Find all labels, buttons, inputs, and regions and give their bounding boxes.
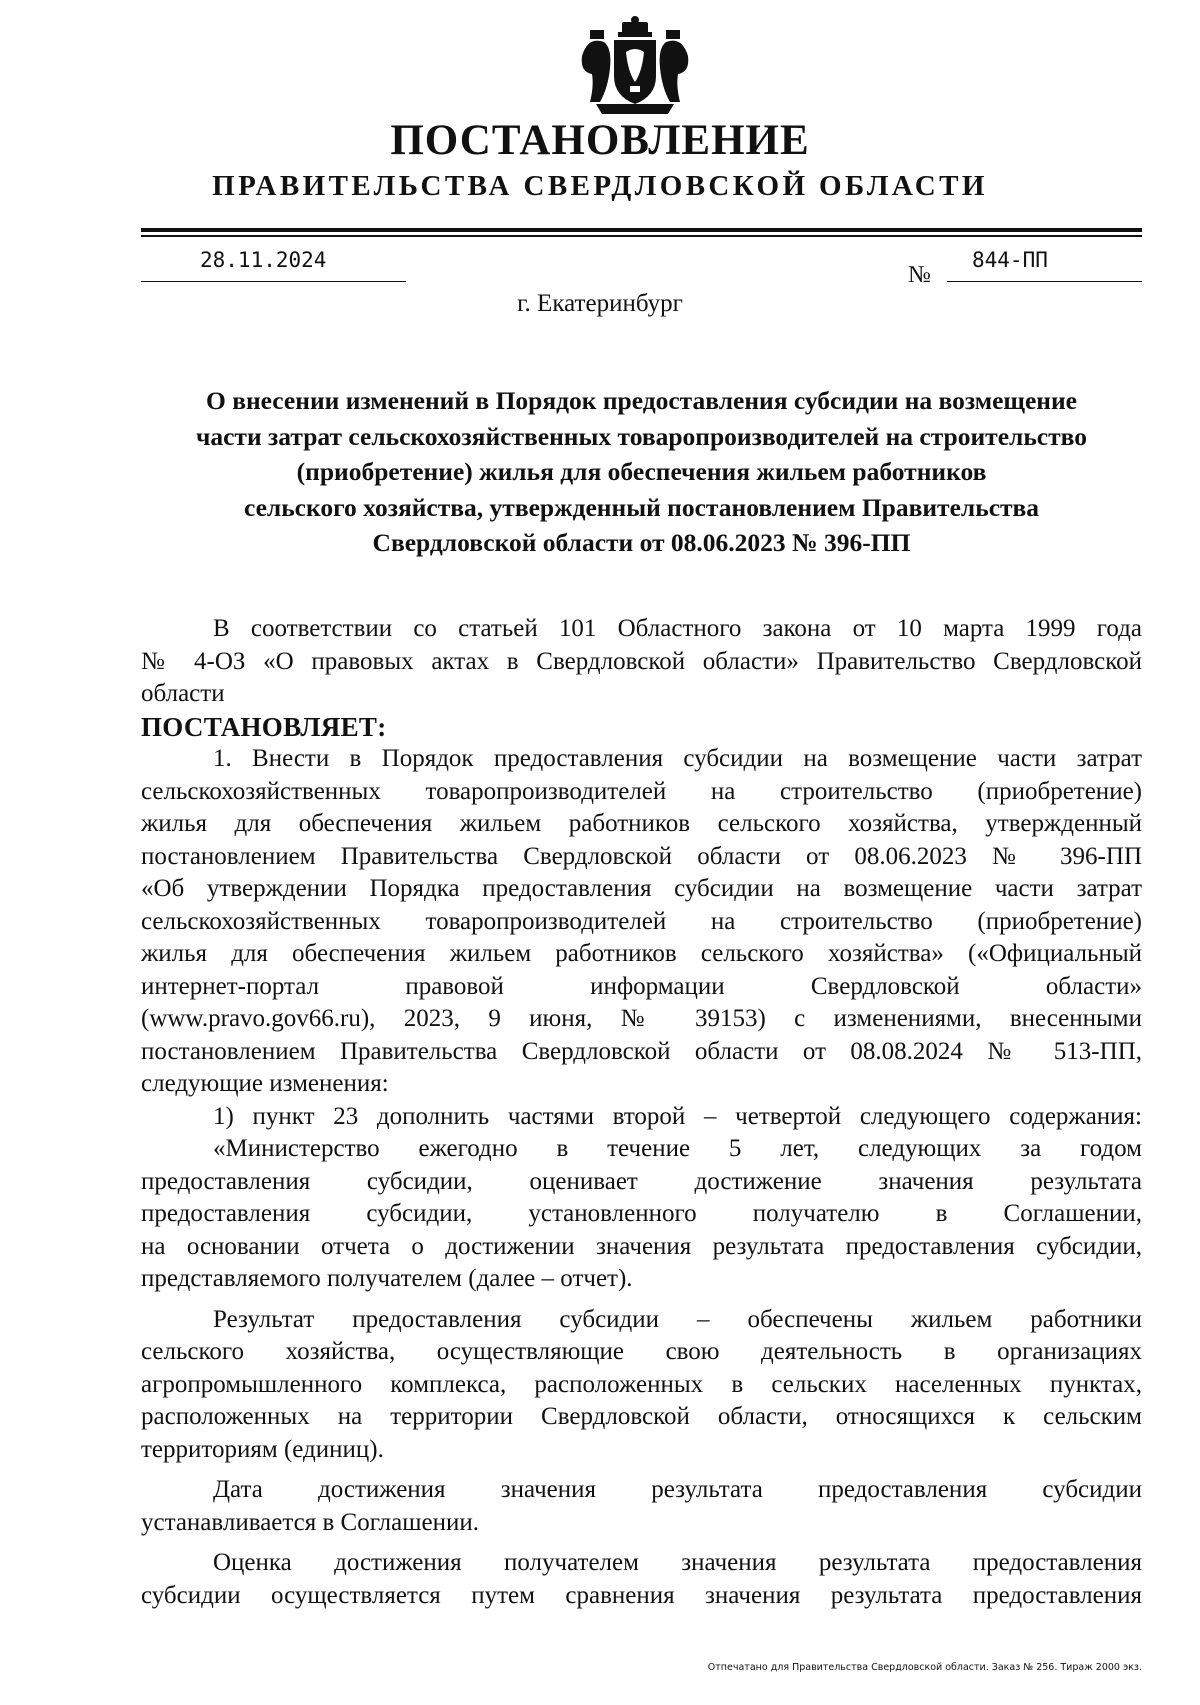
item-line: (www.pravo.gov66.ru), 2023, 9 июня, № 39153) с изменениями, внесенными	[141, 1005, 1142, 1032]
item-line: жилья для обеспечения жильем работников сельского хозяйства» («Официальный	[141, 940, 1142, 967]
heading-line: Свердловской области от 08.06.2023 № 396-ПП	[372, 528, 911, 557]
document-date: 28.11.2024	[200, 248, 327, 272]
item-line: сельскохозяйственных товаропроизводителей на строительство (приобретение)	[141, 907, 1142, 935]
heading-line: (приобретение) жилья для обеспечения жильем работников	[296, 457, 987, 486]
decree-word: ПОСТАНОВЛЯЕТ:	[141, 711, 387, 742]
preamble-line: № 4-ОЗ «О правовых актах в Свердловской области» Правительство Свердловской	[141, 647, 1142, 675]
quote-line: агропромышленного комплекса, расположенных в сельских населенных пунктах,	[141, 1370, 1142, 1398]
document-heading	[141, 383, 1142, 561]
item-line: постановлением Правительства Свердловской области от 08.06.2023 № 396-ПП	[141, 842, 1142, 870]
document-number: 844-ПП	[972, 248, 1048, 272]
coat-of-arms-icon	[570, 16, 700, 120]
heading-line: сельского хозяйства, утвержденный постановлением Правительства	[243, 492, 1040, 522]
quote-line: субсидии осуществляется путем сравнения значения результата предоставления	[141, 1581, 1142, 1609]
quote-line: Дата достижения значения результата предоставления субсидии	[213, 1476, 1142, 1503]
item-line: 1. Внести в Порядок предоставления субсидии на возмещение части затрат	[213, 745, 1142, 772]
preamble-line: В соответствии со статьей 101 Областного закона от 10 марта 1999 года	[213, 615, 1142, 642]
heading-line: О внесении изменений в Порядок предоставления субсидии на возмещение	[206, 386, 1077, 415]
heading-line: части затрат сельскохозяйственных товаропроизводителей на строительство	[195, 421, 1088, 451]
paragraph-gap	[141, 1466, 1142, 1474]
quote-line: Оценка достижения получателем значения результата предоставления	[213, 1549, 1142, 1576]
quote-line: предоставления субсидии, оценивает достижение значения результата	[141, 1167, 1142, 1195]
document-body	[141, 613, 1142, 1612]
document-title: ПОСТАНОВЛЕНИЕ	[390, 117, 810, 164]
item-line: сельскохозяйственных товаропроизводителей на строительство (приобретение)	[141, 777, 1142, 805]
item-line: «Об утверждении Порядка предоставления субсидии на возмещение части затрат	[141, 875, 1142, 902]
document-city: г. Екатеринбург	[517, 290, 683, 317]
print-note: Отпечатано для Правительства Свердловской области. Заказ № 256. Тираж 2000 экз.	[707, 1662, 1142, 1673]
paragraph-gap	[141, 1296, 1142, 1304]
quote-line: расположенных на территории Свердловской области, относящихся к сельским	[141, 1403, 1142, 1430]
subitem-line: 1) пункт 23 дополнить частями второй – четвертой следующего содержания:	[213, 1102, 1142, 1130]
quote-line: сельского хозяйства, осуществляющие свою деятельность в организациях	[141, 1338, 1142, 1365]
item-line: следующие изменения:	[141, 1070, 389, 1097]
quote-line: Результат предоставления субсидии – обеспечены жильем работники	[213, 1305, 1142, 1333]
item-line: интернет-портал правовой информации Свердловской области»	[141, 972, 1142, 1000]
quote-line: «Министерство ежегодно в течение 5 лет, следующих за годом	[213, 1135, 1142, 1162]
quote-line: представляемого получателем (далее – отчет).	[141, 1265, 633, 1292]
header-divider-thin	[141, 235, 1142, 237]
item-line: постановлением Правительства Свердловской области от 08.08.2024 № 513-ПП,	[141, 1037, 1142, 1065]
quote-line: на основании отчета о достижении значения результата предоставления субсидии,	[141, 1232, 1142, 1260]
quote-line: предоставления субсидии, установленного получателю в Соглашении,	[141, 1200, 1142, 1227]
item-line: жилья для обеспечения жильем работников сельского хозяйства, утвержденный	[141, 810, 1142, 837]
quote-line: устанавливается в Соглашении.	[141, 1508, 479, 1536]
document-subtitle: ПРАВИТЕЛЬСТВА СВЕРДЛОВСКОЙ ОБЛАСТИ	[212, 170, 988, 202]
preamble-line: области	[141, 680, 225, 707]
header-divider-thick	[141, 228, 1142, 232]
paragraph-gap	[141, 1539, 1142, 1547]
quote-line: территориям (единиц).	[141, 1435, 384, 1463]
number-sign: №	[908, 262, 931, 288]
